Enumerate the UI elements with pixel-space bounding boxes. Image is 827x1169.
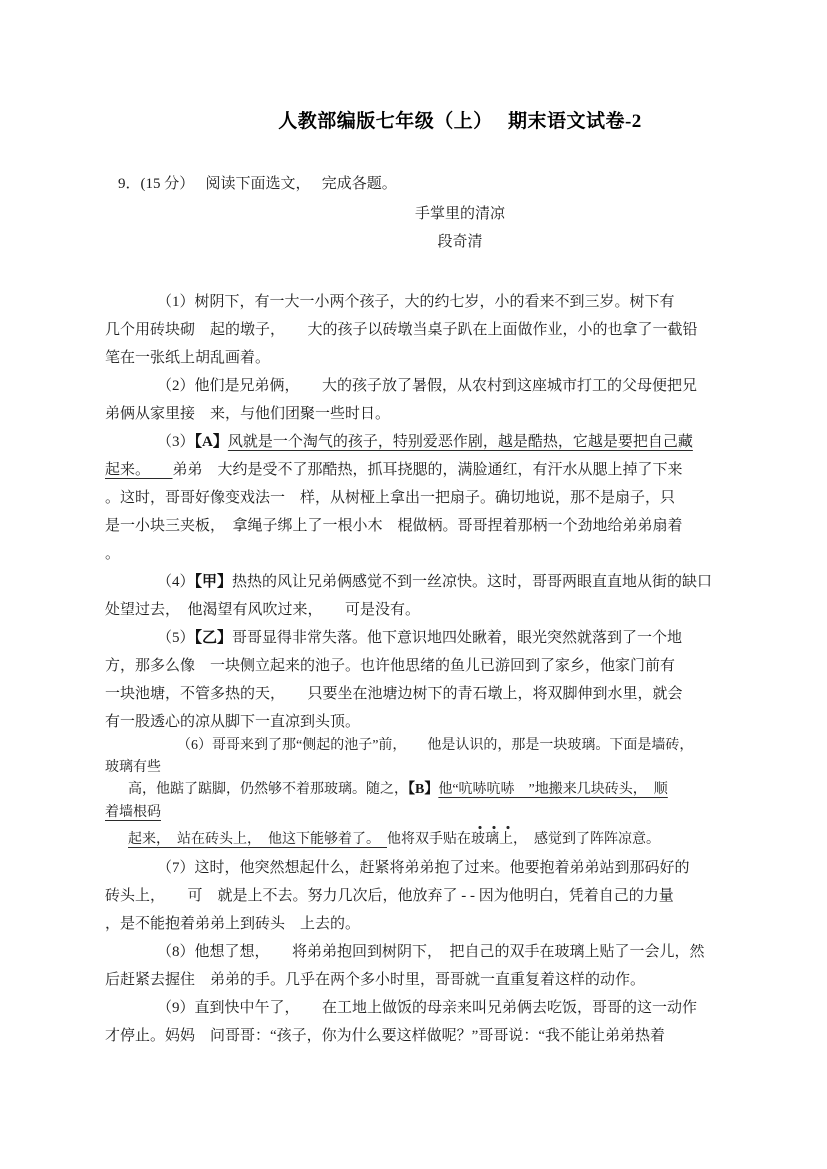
underlined-sentence-a: 起来。: [105, 462, 173, 478]
paragraph-7: [105, 854, 730, 938]
paragraph-4-number: （4）: [157, 574, 195, 590]
text-line: [105, 736, 730, 756]
underlined-sentence-b: 他“吭哧吭哧 ”地搬来几块砖头， 顺: [438, 782, 668, 797]
paragraph-6-text: （6）哥哥来到了那“侧起的池子”前， 他是认识的，那是一块玻璃。下面是墙砖，: [177, 738, 694, 753]
paragraph-3-text: 。: [105, 546, 121, 562]
paragraph-4: [105, 568, 730, 624]
text-line: [105, 966, 730, 994]
marker-b-label: 【B】: [408, 782, 439, 797]
text-line: [105, 756, 730, 780]
text-line: [105, 708, 730, 736]
paragraph-1: [105, 288, 730, 372]
paragraph-6-text: 他将双手贴在: [387, 832, 471, 847]
text-line: [105, 826, 730, 854]
emphasis-dots-text: 玻璃上，: [471, 832, 520, 847]
paragraph-3-text: 。这时，哥哥好像变戏法一 样，从树桠上拿出一把扇子。确切地说，那不是扇子，只: [105, 490, 676, 506]
paragraph-6-text: 玻璃有些: [105, 760, 161, 775]
passage-body: [105, 288, 730, 1050]
paragraph-2: [105, 372, 730, 428]
paragraph-8: [105, 938, 730, 994]
paragraph-9: [105, 994, 730, 1050]
paragraph-9-text: （9）直到快中午了， 在工地上做饭的母亲来叫兄弟俩去吃饭，哥哥的这一动作: [157, 1000, 698, 1016]
text-line: [105, 800, 730, 826]
text-line: [105, 484, 730, 512]
marker-jia-label: 【甲】: [194, 574, 233, 590]
paragraph-6-text: 感觉到了阵阵凉意。: [520, 832, 660, 847]
paragraph-1-text: 几个用砖块砌 起的墩子， 大的孩子以砖墩当桌子趴在上面做作业，小的也拿了一截铅: [105, 322, 698, 338]
marker-yi-label: 【乙】: [194, 630, 233, 646]
paragraph-7-text: ，是不能抱着弟弟上到砖头 上去的。: [105, 916, 361, 932]
text-line: [105, 316, 730, 344]
paragraph-5-text: 有一股透心的凉从脚下一直凉到头顶。: [105, 714, 361, 730]
text-line: [105, 400, 730, 428]
paragraph-3-text: 是一小块三夹板， 拿绳子绑上了一根小木 棍做柄。哥哥捏着那柄一个劲地给弟弟扇着: [105, 518, 683, 534]
text-line: [105, 780, 730, 800]
paragraph-5: [105, 624, 730, 736]
text-line: [105, 372, 730, 400]
text-line: [105, 652, 730, 680]
text-line: [105, 854, 730, 882]
paragraph-5-number: （5）: [157, 630, 195, 646]
underlined-sentence-b: 起来， 站在砖头上， 他这下能够着了。: [128, 832, 387, 847]
text-line: [105, 910, 730, 938]
text-line: [105, 1022, 730, 1050]
paragraph-5-text: 方，那多么像 一块侧立起来的池子。也许他思绪的鱼儿已游回到了家乡，他家门前有: [105, 658, 676, 674]
text-line: [105, 288, 730, 316]
paragraph-7-text: 砖头上， 可 就是上不去。努力几次后，他放弃了 - - 因为他明白，凭着自己的力量: [105, 888, 674, 904]
page-title: 人教部编版七年级（上） 期末语文试卷-2: [278, 111, 642, 132]
passage-title: 手掌里的清凉: [414, 206, 505, 222]
paragraph-2-text: （2）他们是兄弟俩， 大的孩子放了暑假，从农村到这座城市打工的父母便把兄: [157, 378, 698, 394]
paragraph-4-text: 热热的风让兄弟俩感觉不到一丝凉快。这时，哥哥两眼直直地从街的缺口: [232, 574, 713, 590]
paragraph-2-text: 弟俩从家里接 来，与他们团聚一些时日。: [105, 406, 391, 422]
passage-author: 段奇清: [437, 234, 483, 250]
text-line: [105, 456, 730, 484]
paragraph-3-number: （3）: [157, 434, 195, 450]
paragraph-5-text: 哥哥显得非常失落。他下意识地四处瞅着，眼光突然就落到了一个地: [232, 630, 683, 646]
paragraph-8-text: （8）他想了想， 将弟弟抱回到树阴下， 把自己的双手在玻璃上贴了一会儿，然: [157, 944, 705, 960]
paragraph-7-text: （7）这时，他突然想起什么，赶紧将弟弟抱了过来。他要抱着弟弟站到那码好的: [157, 860, 690, 876]
text-line: [105, 994, 730, 1022]
paragraph-3: [105, 428, 730, 568]
text-line: [105, 882, 730, 910]
text-line: [105, 680, 730, 708]
paragraph-6-text: 高，他踮了踮脚，仍然够不着那玻璃。随之，: [128, 782, 408, 797]
text-line: [105, 596, 730, 624]
text-line: [105, 344, 730, 372]
paragraph-4-text: 处望过去， 他渴望有风吹过来， 可是没有。: [105, 602, 421, 618]
text-line: [105, 428, 730, 456]
underlined-sentence-b: 着墙根码: [105, 805, 161, 820]
text-line: [105, 624, 730, 652]
paragraph-6: [105, 736, 730, 854]
text-line: [105, 938, 730, 966]
paragraph-1-text: （1）树阴下，有一大一小两个孩子，大的约七岁，小的看来不到三岁。树下有: [157, 294, 675, 310]
marker-a-label: 【A】: [194, 434, 228, 450]
paragraph-1-text: 笔在一张纸上胡乱画着。: [105, 350, 271, 366]
text-line: [105, 512, 730, 540]
text-line: [105, 540, 730, 568]
paragraph-3-text: 弟弟 大约是受不了那酷热，抓耳挠腮的，满脸通红，有汗水从腮上掉了下来: [172, 462, 683, 478]
question-label: 9．(15 分） 阅读下面选文， 完成各题。: [118, 176, 397, 192]
paragraph-8-text: 后赶紧去握住 弟弟的手。几乎在两个多小时里，哥哥就一直重复着这样的动作。: [105, 972, 646, 988]
underlined-sentence-a: 风就是一个淘气的孩子，特别爱恶作剧，越是酷热，它越是要把自己藏: [227, 434, 693, 450]
paragraph-5-text: 一块池塘，不管多热的天， 只要坐在池塘边树下的青石墩上，将双脚伸到水里，就会: [105, 686, 683, 702]
paragraph-9-text: 才停止。妈妈 问哥哥：“孩子，你为什么要这样做呢？”哥哥说：“我不能让弟弟热着: [105, 1028, 665, 1044]
text-line: [105, 568, 730, 596]
